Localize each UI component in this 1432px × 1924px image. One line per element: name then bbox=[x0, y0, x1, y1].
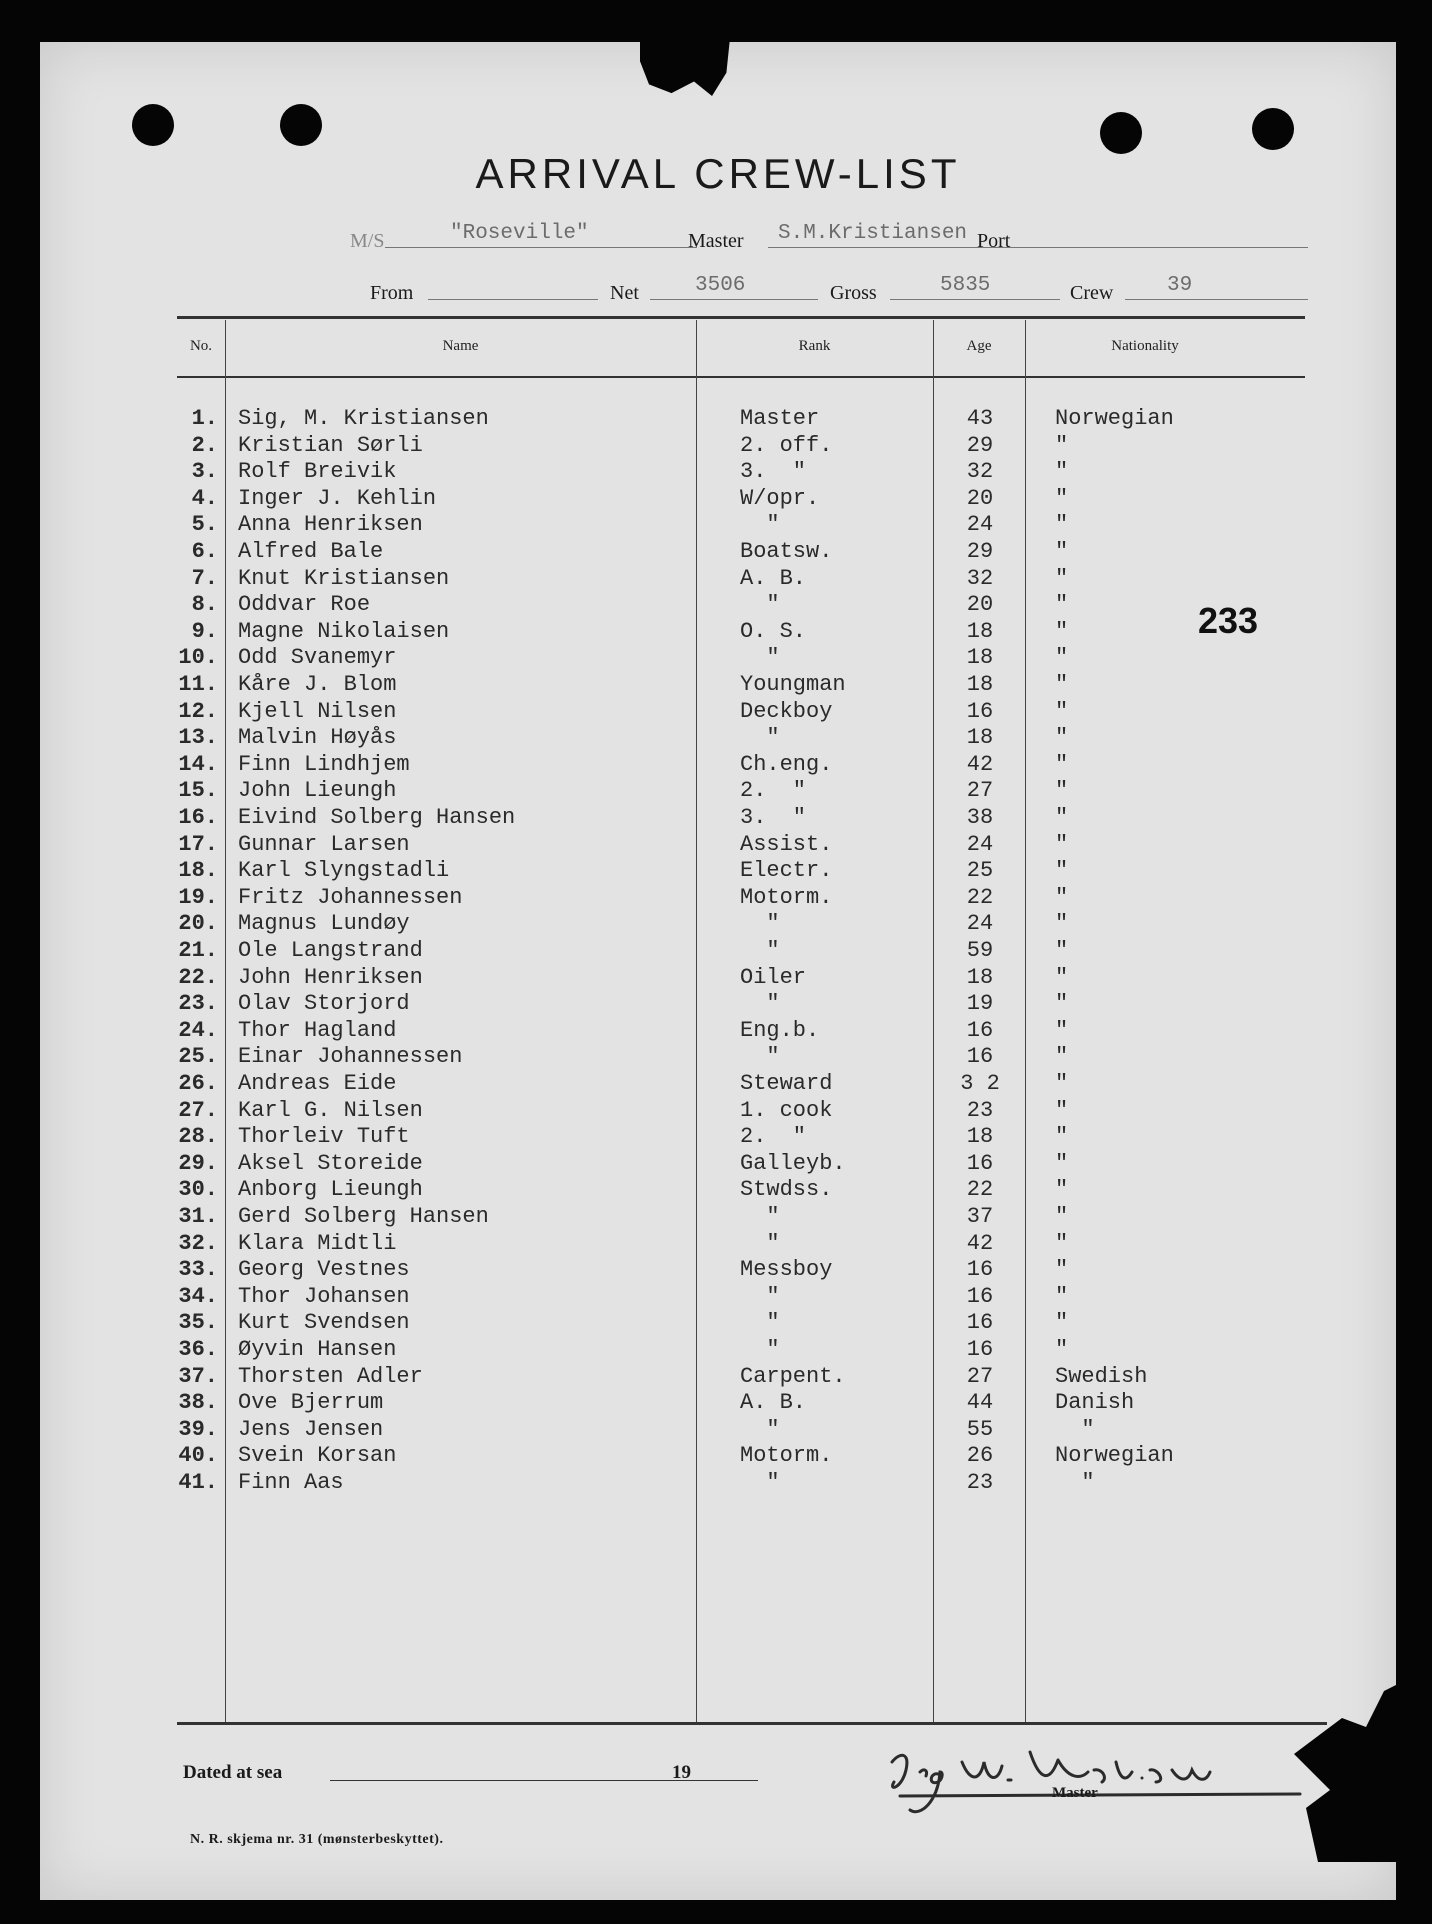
crew-nationality: " bbox=[1055, 752, 1069, 777]
ms-label: M/S bbox=[350, 230, 385, 252]
row-number: 6. bbox=[191, 539, 218, 564]
crew-rank: " bbox=[740, 645, 780, 670]
crew-name: Thorleiv Tuft bbox=[238, 1124, 410, 1149]
crew-rank: 1. cook bbox=[740, 1098, 833, 1123]
crew-age: 18 bbox=[966, 619, 994, 644]
row-number: 23. bbox=[178, 991, 218, 1016]
torn-edge-top bbox=[640, 38, 730, 96]
crew-name: Fritz Johannessen bbox=[238, 885, 463, 910]
crew-rank: " bbox=[740, 1417, 780, 1442]
crew-nationality: " bbox=[1055, 1177, 1069, 1202]
crew-age: 16 bbox=[966, 1151, 994, 1176]
col-header-rank: Rank bbox=[798, 338, 831, 354]
row-number: 19. bbox=[178, 885, 218, 910]
crew-nationality: " bbox=[1055, 1204, 1069, 1229]
row-number: 20. bbox=[178, 911, 218, 936]
crew-name: Jens Jensen bbox=[238, 1417, 384, 1442]
col-header-name: Name bbox=[442, 338, 479, 354]
crew-nationality: " bbox=[1055, 592, 1069, 617]
crew-nationality: " bbox=[1055, 645, 1069, 670]
crew-age: 27 bbox=[966, 778, 994, 803]
crew-age: 29 bbox=[966, 539, 994, 564]
crew-name: Olav Storjord bbox=[238, 991, 410, 1016]
row-number: 1. bbox=[191, 406, 218, 431]
crew-rank: Boatsw. bbox=[740, 539, 833, 564]
row-number: 31. bbox=[178, 1204, 218, 1229]
row-number: 10. bbox=[178, 645, 218, 670]
row-number: 18. bbox=[178, 858, 218, 883]
crew-rank: Oiler bbox=[740, 965, 807, 990]
crew-nationality: " bbox=[1055, 539, 1069, 564]
crew-nationality: Norwegian bbox=[1055, 1443, 1174, 1468]
crew-label: Crew bbox=[1070, 282, 1114, 304]
crew-name: Magnus Lundøy bbox=[238, 911, 410, 936]
crew-rank: " bbox=[740, 1231, 780, 1256]
row-number: 30. bbox=[178, 1177, 218, 1202]
crew-rank: " bbox=[740, 1470, 780, 1495]
row-number: 22. bbox=[178, 965, 218, 990]
crew-nationality: " bbox=[1055, 433, 1069, 458]
crew-name: John Henriksen bbox=[238, 965, 423, 990]
crew-name: Thor Hagland bbox=[238, 1018, 397, 1043]
crew-nationality: " bbox=[1055, 512, 1069, 537]
crew-age: 16 bbox=[966, 1018, 994, 1043]
crew-value: 39 bbox=[1167, 274, 1193, 297]
crew-age: 44 bbox=[966, 1390, 994, 1415]
crew-age: 18 bbox=[966, 672, 994, 697]
master-caption: Master bbox=[1052, 1785, 1098, 1801]
crew-age: 16 bbox=[966, 1257, 994, 1282]
row-number: 2. bbox=[191, 433, 218, 458]
row-number: 32. bbox=[178, 1231, 218, 1256]
crew-age: 19 bbox=[966, 991, 994, 1016]
ship-name: "Roseville" bbox=[450, 222, 589, 245]
crew-list-document bbox=[40, 42, 1396, 1900]
crew-rank: Motorm. bbox=[740, 1443, 833, 1468]
crew-age: 16 bbox=[966, 1044, 994, 1069]
crew-rank: Eng.b. bbox=[740, 1018, 820, 1043]
crew-rank: Steward bbox=[740, 1071, 833, 1096]
crew-name: Kåre J. Blom bbox=[238, 672, 397, 697]
crew-rank: " bbox=[740, 725, 780, 750]
crew-age: 18 bbox=[966, 645, 994, 670]
row-number: 16. bbox=[178, 805, 218, 830]
crew-rank: 2. " bbox=[740, 1124, 807, 1149]
crew-rank: " bbox=[740, 1337, 780, 1362]
crew-name: Aksel Storeide bbox=[238, 1151, 423, 1176]
crew-name: John Lieungh bbox=[238, 778, 397, 803]
gross-value: 5835 bbox=[940, 274, 991, 297]
row-number: 13. bbox=[178, 725, 218, 750]
crew-age: 22 bbox=[966, 885, 994, 910]
column-divider bbox=[1025, 320, 1026, 1722]
crew-nationality: " bbox=[1055, 1417, 1095, 1442]
from-label: From bbox=[370, 282, 414, 304]
crew-rank: Electr. bbox=[740, 858, 833, 883]
crew-nationality: " bbox=[1055, 1098, 1069, 1123]
crew-rank: W/opr. bbox=[740, 486, 820, 511]
table-top-rule bbox=[177, 316, 1305, 319]
crew-age: 3 2 bbox=[960, 1071, 1000, 1096]
crew-nationality: Danish bbox=[1055, 1390, 1135, 1415]
row-number: 34. bbox=[178, 1284, 218, 1309]
crew-name: Gunnar Larsen bbox=[238, 832, 410, 857]
row-number: 28. bbox=[178, 1124, 218, 1149]
document-title: ARRIVAL CREW-LIST bbox=[475, 150, 961, 197]
punch-hole bbox=[1100, 112, 1142, 154]
row-number: 38. bbox=[178, 1390, 218, 1415]
crew-name: Klara Midtli bbox=[238, 1231, 397, 1256]
crew-age: 22 bbox=[966, 1177, 994, 1202]
crew-nationality: " bbox=[1055, 832, 1069, 857]
row-number: 15. bbox=[178, 778, 218, 803]
col-header-no: No. bbox=[189, 338, 213, 354]
crew-name: Thorsten Adler bbox=[238, 1364, 423, 1389]
crew-nationality: " bbox=[1055, 858, 1069, 883]
crew-age: 16 bbox=[966, 1284, 994, 1309]
crew-nationality: " bbox=[1055, 566, 1069, 591]
punch-hole bbox=[132, 104, 174, 146]
crew-nationality: " bbox=[1055, 1257, 1069, 1282]
master-underline bbox=[768, 247, 1308, 248]
crew-nationality: " bbox=[1055, 1310, 1069, 1335]
crew-name: Malvin Høyås bbox=[238, 725, 397, 750]
crew-name: Anna Henriksen bbox=[238, 512, 423, 537]
row-number: 11. bbox=[178, 672, 218, 697]
crew-rank: " bbox=[740, 1204, 780, 1229]
net-underline bbox=[650, 299, 818, 300]
port-label: Port bbox=[977, 230, 1011, 252]
crew-nationality: " bbox=[1055, 1124, 1069, 1149]
crew-rank: Youngman bbox=[740, 672, 846, 697]
crew-name: Magne Nikolaisen bbox=[238, 619, 450, 644]
crew-age: 23 bbox=[966, 1098, 994, 1123]
crew-rank: " bbox=[740, 1310, 780, 1335]
gross-label: Gross bbox=[830, 282, 877, 304]
crew-age: 27 bbox=[966, 1364, 994, 1389]
from-underline bbox=[428, 299, 598, 300]
crew-nationality: " bbox=[1055, 938, 1069, 963]
crew-nationality: " bbox=[1055, 1044, 1069, 1069]
row-number: 12. bbox=[178, 699, 218, 724]
crew-nationality: " bbox=[1055, 805, 1069, 830]
crew-age: 32 bbox=[966, 566, 994, 591]
crew-nationality: " bbox=[1055, 672, 1069, 697]
crew-name: Thor Johansen bbox=[238, 1284, 410, 1309]
crew-rank: A. B. bbox=[740, 566, 807, 591]
crew-name: Kurt Svendsen bbox=[238, 1310, 410, 1335]
crew-name: Andreas Eide bbox=[238, 1071, 397, 1096]
col-header-nationality: Nationality bbox=[1111, 338, 1179, 354]
crew-nationality: " bbox=[1055, 911, 1069, 936]
table-header-rule bbox=[177, 376, 1305, 378]
crew-name: Sig, M. Kristiansen bbox=[238, 406, 489, 431]
crew-name: Knut Kristiansen bbox=[238, 566, 450, 591]
crew-rank: Assist. bbox=[740, 832, 833, 857]
row-number: 40. bbox=[178, 1443, 218, 1468]
crew-rank: Deckboy bbox=[740, 699, 833, 724]
crew-name: Oddvar Roe bbox=[238, 592, 371, 617]
row-number: 3. bbox=[191, 459, 218, 484]
crew-age: 16 bbox=[966, 699, 994, 724]
row-number: 36. bbox=[178, 1337, 218, 1362]
crew-rank: A. B. bbox=[740, 1390, 807, 1415]
crew-nationality: " bbox=[1055, 699, 1069, 724]
crew-nationality: " bbox=[1055, 1470, 1095, 1495]
crew-rank: 3. " bbox=[740, 459, 807, 484]
crew-age: 29 bbox=[966, 433, 994, 458]
crew-age: 16 bbox=[966, 1310, 994, 1335]
crew-name: Øyvin Hansen bbox=[238, 1337, 397, 1362]
crew-age: 24 bbox=[966, 512, 994, 537]
row-number: 24. bbox=[178, 1018, 218, 1043]
crew-rank: Carpent. bbox=[740, 1364, 846, 1389]
crew-age: 42 bbox=[966, 752, 994, 777]
crew-age: 25 bbox=[966, 858, 994, 883]
dated-label: Dated at sea bbox=[183, 1762, 283, 1783]
row-number: 35. bbox=[178, 1310, 218, 1335]
col-header-age: Age bbox=[966, 338, 992, 354]
crew-rank: Ch.eng. bbox=[740, 752, 833, 777]
crew-rank: " bbox=[740, 1284, 780, 1309]
row-number: 33. bbox=[178, 1257, 218, 1282]
crew-nationality: " bbox=[1055, 619, 1069, 644]
crew-name: Kristian Sørli bbox=[238, 433, 423, 458]
crew-age: 23 bbox=[966, 1470, 994, 1495]
crew-age: 16 bbox=[966, 1337, 994, 1362]
row-number: 41. bbox=[178, 1470, 218, 1495]
crew-nationality: " bbox=[1055, 1231, 1069, 1256]
master-signature bbox=[880, 1742, 1310, 1822]
gross-underline bbox=[890, 299, 1060, 300]
ship-underline bbox=[385, 247, 697, 248]
crew-rank: Messboy bbox=[740, 1257, 833, 1282]
crew-name: Georg Vestnes bbox=[238, 1257, 410, 1282]
crew-nationality: " bbox=[1055, 965, 1069, 990]
crew-age: 18 bbox=[966, 725, 994, 750]
net-label: Net bbox=[610, 282, 639, 304]
crew-nationality: " bbox=[1055, 778, 1069, 803]
crew-rank: " bbox=[740, 911, 780, 936]
crew-name: Gerd Solberg Hansen bbox=[238, 1204, 489, 1229]
crew-age: 24 bbox=[966, 832, 994, 857]
crew-age: 26 bbox=[966, 1443, 994, 1468]
row-number: 7. bbox=[191, 566, 218, 591]
row-number: 17. bbox=[178, 832, 218, 857]
page-stamp-number: 233 bbox=[1198, 600, 1259, 641]
crew-rank: O. S. bbox=[740, 619, 807, 644]
crew-rank: " bbox=[740, 592, 780, 617]
crew-nationality: " bbox=[1055, 1071, 1069, 1096]
row-number: 37. bbox=[178, 1364, 218, 1389]
form-note: N. R. skjema nr. 31 (mønsterbeskyttet). bbox=[190, 1832, 444, 1847]
crew-age: 20 bbox=[966, 486, 994, 511]
crew-name: Rolf Breivik bbox=[238, 459, 397, 484]
crew-name: Kjell Nilsen bbox=[238, 699, 397, 724]
crew-name: Anborg Lieungh bbox=[238, 1177, 423, 1202]
crew-rank: 2. off. bbox=[740, 433, 833, 458]
row-number: 25. bbox=[178, 1044, 218, 1069]
crew-rank: Stwdss. bbox=[740, 1177, 833, 1202]
row-number: 29. bbox=[178, 1151, 218, 1176]
row-number: 4. bbox=[191, 486, 218, 511]
row-number: 5. bbox=[191, 512, 218, 537]
crew-age: 55 bbox=[966, 1417, 994, 1442]
crew-rank: 3. " bbox=[740, 805, 807, 830]
crew-age: 20 bbox=[966, 592, 994, 617]
master-label: Master bbox=[688, 230, 744, 252]
crew-rank: Galleyb. bbox=[740, 1151, 846, 1176]
crew-age: 43 bbox=[966, 406, 994, 431]
crew-nationality: " bbox=[1055, 1151, 1069, 1176]
row-number: 26. bbox=[178, 1071, 218, 1096]
crew-nationality: " bbox=[1055, 885, 1069, 910]
crew-name: Odd Svanemyr bbox=[238, 645, 397, 670]
crew-name: Einar Johannessen bbox=[238, 1044, 463, 1069]
crew-age: 24 bbox=[966, 911, 994, 936]
crew-nationality: " bbox=[1055, 1018, 1069, 1043]
table-bottom-rule bbox=[177, 1722, 1327, 1725]
row-number: 14. bbox=[178, 752, 218, 777]
crew-name: Ole Langstrand bbox=[238, 938, 423, 963]
year-label: 19 bbox=[672, 1762, 691, 1783]
crew-rank: " bbox=[740, 991, 780, 1016]
crew-age: 37 bbox=[966, 1204, 994, 1229]
year-underline bbox=[700, 1780, 758, 1781]
crew-nationality: " bbox=[1055, 459, 1069, 484]
crew-name: Alfred Bale bbox=[238, 539, 384, 564]
crew-name: Eivind Solberg Hansen bbox=[238, 805, 516, 830]
crew-rank: " bbox=[740, 1044, 780, 1069]
crew-age: 38 bbox=[966, 805, 994, 830]
column-divider bbox=[225, 320, 226, 1722]
crew-nationality: " bbox=[1055, 1337, 1069, 1362]
column-divider bbox=[696, 320, 697, 1722]
crew-name: Finn Lindhjem bbox=[238, 752, 410, 777]
crew-nationality: Norwegian bbox=[1055, 406, 1174, 431]
row-number: 27. bbox=[178, 1098, 218, 1123]
crew-name: Inger J. Kehlin bbox=[238, 486, 437, 511]
crew-age: 42 bbox=[966, 1231, 994, 1256]
crew-rank: " bbox=[740, 938, 780, 963]
crew-name: Karl G. Nilsen bbox=[238, 1098, 423, 1123]
crew-nationality: " bbox=[1055, 1284, 1069, 1309]
crew-nationality: " bbox=[1055, 725, 1069, 750]
row-number: 8. bbox=[191, 592, 218, 617]
crew-rank: Master bbox=[740, 406, 820, 431]
row-number: 9. bbox=[191, 619, 218, 644]
crew-name: Svein Korsan bbox=[238, 1443, 397, 1468]
crew-rank: 2. " bbox=[740, 778, 807, 803]
crew-age: 18 bbox=[966, 1124, 994, 1149]
crew-nationality: " bbox=[1055, 991, 1069, 1016]
crew-age: 59 bbox=[966, 938, 994, 963]
master-name: S.M.Kristiansen bbox=[778, 222, 968, 245]
punch-hole bbox=[280, 104, 322, 146]
crew-rank: Motorm. bbox=[740, 885, 833, 910]
column-divider bbox=[933, 320, 934, 1722]
dated-underline bbox=[330, 1780, 710, 1781]
row-number: 39. bbox=[178, 1417, 218, 1442]
crew-name: Finn Aas bbox=[238, 1470, 344, 1495]
crew-underline bbox=[1125, 299, 1308, 300]
crew-name: Ove Bjerrum bbox=[238, 1390, 384, 1415]
crew-nationality: Swedish bbox=[1055, 1364, 1148, 1389]
crew-age: 32 bbox=[966, 459, 994, 484]
row-number: 21. bbox=[178, 938, 218, 963]
crew-rank: " bbox=[740, 512, 780, 537]
net-value: 3506 bbox=[695, 274, 746, 297]
crew-name: Karl Slyngstadli bbox=[238, 858, 450, 883]
punch-hole bbox=[1252, 108, 1294, 150]
crew-age: 18 bbox=[966, 965, 994, 990]
crew-nationality: " bbox=[1055, 486, 1069, 511]
